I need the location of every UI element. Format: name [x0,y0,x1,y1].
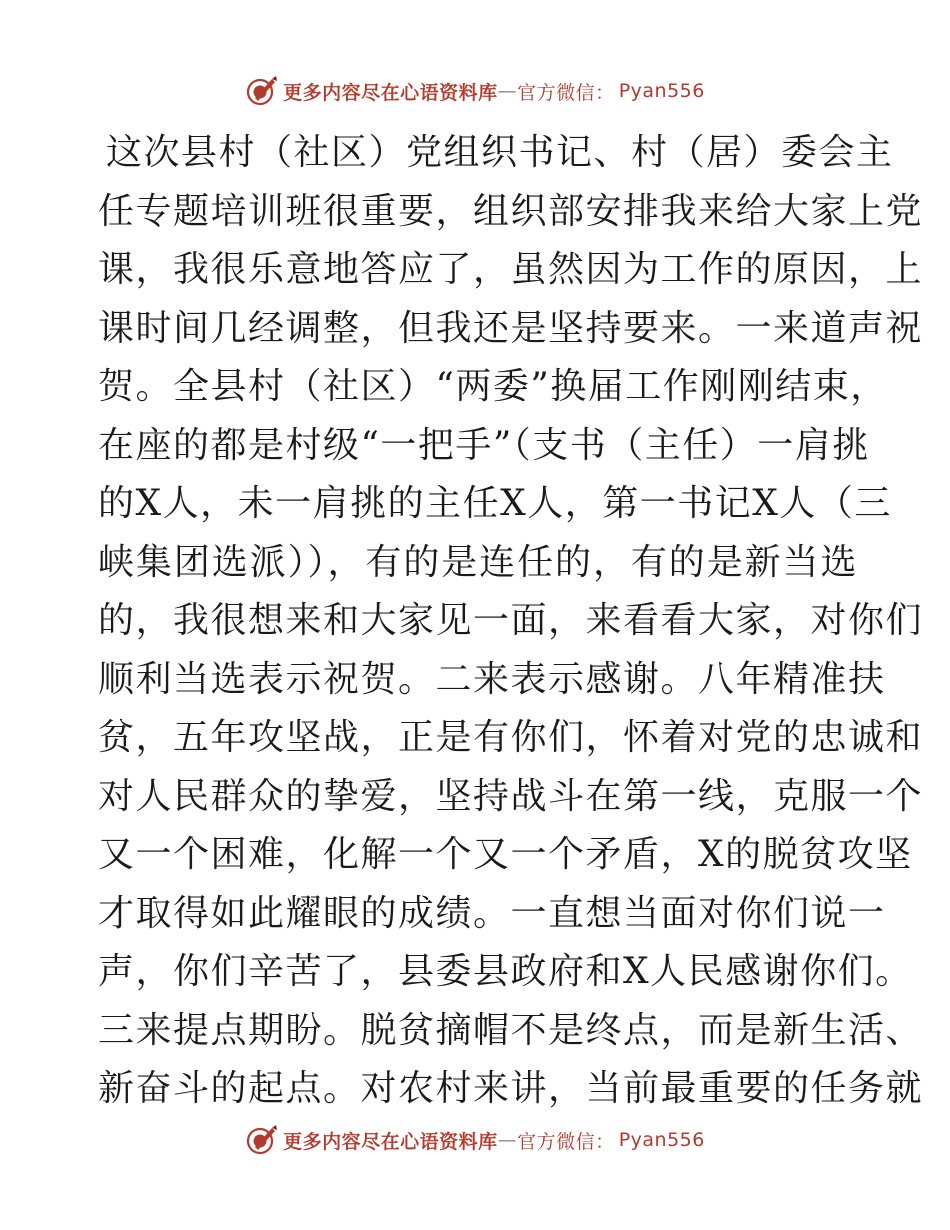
text-line: 声，你们辛苦了，县委县政府和X人民感谢你们。 [98,951,913,992]
watermark-wechat-id: Pyan556 [618,80,705,102]
text-line: 贺。全县村（社区）“两委”换届工作刚刚结束， [98,366,888,407]
watermark-wechat-id: Pyan556 [618,1129,705,1151]
footer-watermark [0,1123,950,1157]
text-line: 任专题培训班很重要，组织部安排我来给大家上党 [98,190,924,232]
pen-emblem-icon [245,74,279,108]
text-line: 这次县村（社区）党组织书记、村（居）委会主 [106,132,894,173]
text-line: 顺利当选表示祝贺。二来表示感谢。八年精准扶 [98,658,886,700]
document-body [98,124,924,1119]
text-line: 课时间几经调整，但我还是坚持要来。一来道声祝 [98,307,924,349]
text-line: 三来提点期盼。脱贫摘帽不是终点，而是新生活、 [98,1009,924,1051]
text-line: 又一个困难，化解一个又一个矛盾，X的脱贫攻坚 [98,834,913,875]
text-line: 才取得如此耀眼的成绩。一直想当面对你们说一 [98,892,886,934]
watermark-wechat-label: 官方微信： [517,1130,615,1153]
text-line: 峡集团选派）），有的是连任的，有的是新当选 [98,541,858,583]
watermark-separator: — [497,80,518,102]
watermark-separator: — [497,1129,518,1151]
text-line: 对人民群众的挚爱，坚持战斗在第一线，克服一个 [98,775,924,817]
text-line: 新奋斗的起点。对农村来讲，当前最重要的任务就 [98,1068,924,1109]
text-line: 的，我很想来和大家见一面，来看看大家，对你们 [98,600,924,641]
pen-emblem-icon [245,1123,279,1157]
watermark-wechat-label: 官方微信： [517,81,615,104]
watermark-title: 更多内容尽在心语资料库 [283,1130,498,1153]
text-line: 贫，五年攻坚战，正是有你们，怀着对党的忠诚和 [98,717,924,758]
text-line: 在座的都是村级“一把手”（支书（主任）一肩挑 [98,424,870,466]
text-line: 的X人，未一肩挑的主任X人，第一书记X人（三 [98,483,892,524]
watermark-title: 更多内容尽在心语资料库 [283,81,498,104]
header-watermark [0,74,950,108]
text-line: 课，我很乐意地答应了，虽然因为工作的原因，上 [98,249,924,290]
